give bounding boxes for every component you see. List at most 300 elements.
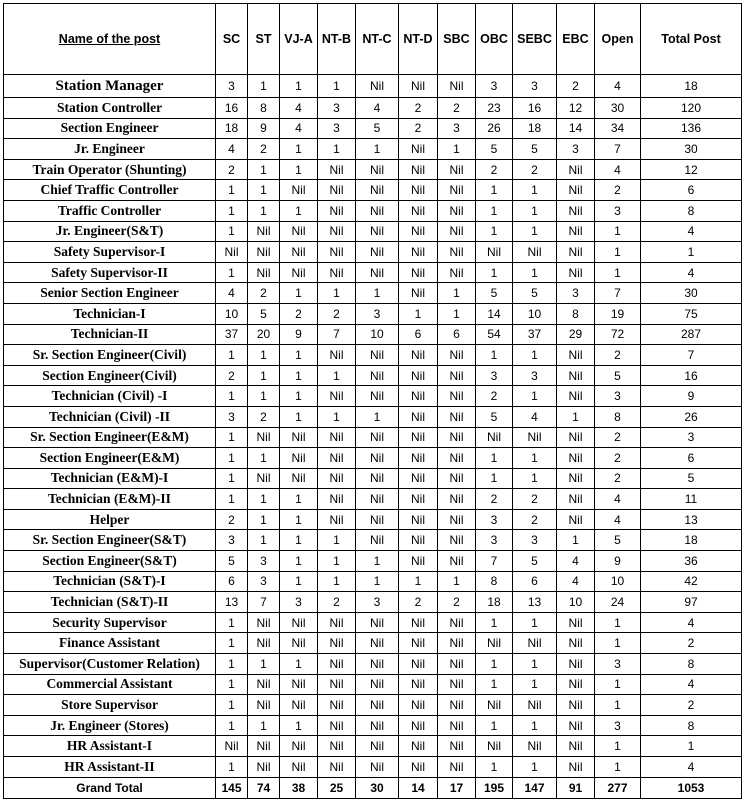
count-cell-nt-d: Nil	[399, 530, 438, 551]
count-cell-ebc: 1	[557, 530, 595, 551]
post-name-cell: Traffic Controller	[4, 200, 216, 221]
post-name-cell: Senior Section Engineer	[4, 283, 216, 304]
count-cell-open: 4	[595, 75, 641, 98]
count-cell-nt-c: Nil	[356, 365, 399, 386]
count-cell-nt-d: 6	[399, 324, 438, 345]
table-row	[4, 221, 742, 242]
count-cell-st: Nil	[248, 221, 280, 242]
count-cell-sc: 1	[216, 757, 248, 778]
count-cell-st: 8	[248, 98, 280, 119]
post-name-cell: Technician (S&T)-II	[4, 592, 216, 613]
count-cell-obc: 7	[476, 551, 513, 572]
count-cell-ebc: Nil	[557, 427, 595, 448]
count-cell-nt-b: 1	[318, 406, 356, 427]
count-cell-open: 4	[595, 509, 641, 530]
table-row	[4, 365, 742, 386]
count-cell-obc: 1	[476, 674, 513, 695]
count-cell-ebc: 10	[557, 592, 595, 613]
count-cell-nt-c: Nil	[356, 448, 399, 469]
count-cell-sc: 1	[216, 221, 248, 242]
count-cell-ebc: Nil	[557, 448, 595, 469]
header-open: Open	[595, 4, 641, 75]
count-cell-open: 3	[595, 715, 641, 736]
count-cell-nt-c: 1	[356, 406, 399, 427]
count-cell-nt-c: Nil	[356, 509, 399, 530]
count-cell-sbc: Nil	[438, 427, 476, 448]
count-cell-total-post: 26	[641, 406, 742, 427]
count-cell-sc: 1	[216, 427, 248, 448]
count-cell-ebc: 12	[557, 98, 595, 119]
count-cell-sc: 18	[216, 118, 248, 139]
count-cell-ebc: Nil	[557, 262, 595, 283]
count-cell-vj-a: 1	[280, 489, 318, 510]
count-cell-sbc: Nil	[438, 654, 476, 675]
posts-table	[3, 3, 742, 799]
count-cell-ebc: Nil	[557, 715, 595, 736]
count-cell-sc: 1	[216, 654, 248, 675]
table-row	[4, 427, 742, 448]
count-cell-vj-a: Nil	[280, 448, 318, 469]
count-cell-st: 20	[248, 324, 280, 345]
count-cell-sc: 1	[216, 489, 248, 510]
table-row	[4, 489, 742, 510]
count-cell-sbc: Nil	[438, 674, 476, 695]
count-cell-nt-b: Nil	[318, 468, 356, 489]
count-cell-obc: 2	[476, 489, 513, 510]
count-cell-sbc: 3	[438, 118, 476, 139]
count-cell-nt-d: Nil	[399, 406, 438, 427]
count-cell-sbc: Nil	[438, 386, 476, 407]
count-cell-ebc: Nil	[557, 365, 595, 386]
count-cell-total-post: 287	[641, 324, 742, 345]
post-name-cell: Safety Supervisor-I	[4, 242, 216, 263]
count-cell-total-post: 136	[641, 118, 742, 139]
count-cell-sebc: 16	[513, 98, 557, 119]
count-cell-sebc: 6	[513, 571, 557, 592]
header-st: ST	[248, 4, 280, 75]
count-cell-nt-d: Nil	[399, 242, 438, 263]
count-cell-nt-c: Nil	[356, 695, 399, 716]
post-name-cell: Sr. Section Engineer(E&M)	[4, 427, 216, 448]
count-cell-open: 10	[595, 571, 641, 592]
count-cell-sebc: 2	[513, 489, 557, 510]
count-cell-nt-c: Nil	[356, 489, 399, 510]
count-cell-total-post: 16	[641, 365, 742, 386]
post-name-cell: Section Engineer	[4, 118, 216, 139]
count-cell-nt-c: Nil	[356, 757, 399, 778]
count-cell-vj-a: 1	[280, 715, 318, 736]
post-name-cell: Jr. Engineer	[4, 139, 216, 160]
post-name-cell: Technician (E&M)-II	[4, 489, 216, 510]
post-name-cell: Technician (Civil) -II	[4, 406, 216, 427]
grand-total-st: 74	[248, 777, 280, 798]
header-nt-c: NT-C	[356, 4, 399, 75]
table-footer	[4, 777, 742, 798]
count-cell-nt-c: Nil	[356, 262, 399, 283]
count-cell-nt-c: Nil	[356, 715, 399, 736]
table-row	[4, 159, 742, 180]
count-cell-vj-a: 1	[280, 530, 318, 551]
count-cell-vj-a: 2	[280, 303, 318, 324]
grand-total-nt-c: 30	[356, 777, 399, 798]
count-cell-sc: Nil	[216, 242, 248, 263]
count-cell-nt-d: Nil	[399, 612, 438, 633]
count-cell-sbc: Nil	[438, 200, 476, 221]
count-cell-obc: 1	[476, 612, 513, 633]
table-row	[4, 118, 742, 139]
count-cell-total-post: 18	[641, 530, 742, 551]
count-cell-total-post: 1	[641, 736, 742, 757]
count-cell-st: 1	[248, 345, 280, 366]
count-cell-st: 1	[248, 530, 280, 551]
count-cell-open: 5	[595, 530, 641, 551]
count-cell-nt-b: Nil	[318, 386, 356, 407]
count-cell-open: 19	[595, 303, 641, 324]
count-cell-nt-b: Nil	[318, 180, 356, 201]
count-cell-obc: 18	[476, 592, 513, 613]
count-cell-total-post: 9	[641, 386, 742, 407]
count-cell-nt-b: 1	[318, 530, 356, 551]
count-cell-obc: Nil	[476, 695, 513, 716]
count-cell-ebc: 14	[557, 118, 595, 139]
count-cell-sebc: 4	[513, 406, 557, 427]
count-cell-sebc: 3	[513, 530, 557, 551]
count-cell-sc: 3	[216, 530, 248, 551]
count-cell-nt-d: Nil	[399, 159, 438, 180]
count-cell-total-post: 120	[641, 98, 742, 119]
count-cell-vj-a: 1	[280, 509, 318, 530]
count-cell-obc: 3	[476, 509, 513, 530]
count-cell-obc: Nil	[476, 242, 513, 263]
post-name-cell: Chief Traffic Controller	[4, 180, 216, 201]
count-cell-nt-c: 3	[356, 303, 399, 324]
count-cell-nt-c: Nil	[356, 633, 399, 654]
count-cell-open: 1	[595, 221, 641, 242]
count-cell-open: 4	[595, 159, 641, 180]
count-cell-obc: 1	[476, 221, 513, 242]
count-cell-st: 1	[248, 715, 280, 736]
count-cell-nt-d: Nil	[399, 509, 438, 530]
count-cell-nt-c: Nil	[356, 345, 399, 366]
header-sebc: SEBC	[513, 4, 557, 75]
count-cell-sc: 6	[216, 571, 248, 592]
count-cell-sbc: 2	[438, 98, 476, 119]
count-cell-ebc: Nil	[557, 695, 595, 716]
count-cell-nt-c: 1	[356, 571, 399, 592]
count-cell-total-post: 7	[641, 345, 742, 366]
count-cell-total-post: 6	[641, 180, 742, 201]
count-cell-nt-c: Nil	[356, 200, 399, 221]
count-cell-sbc: Nil	[438, 612, 476, 633]
count-cell-obc: 1	[476, 345, 513, 366]
count-cell-nt-d: Nil	[399, 365, 438, 386]
count-cell-sc: 4	[216, 139, 248, 160]
count-cell-ebc: Nil	[557, 757, 595, 778]
table-body	[4, 75, 742, 778]
count-cell-sebc: 1	[513, 345, 557, 366]
count-cell-open: 1	[595, 242, 641, 263]
table-row	[4, 180, 742, 201]
post-name-cell: Safety Supervisor-II	[4, 262, 216, 283]
count-cell-total-post: 8	[641, 200, 742, 221]
count-cell-sc: 37	[216, 324, 248, 345]
count-cell-nt-b: Nil	[318, 242, 356, 263]
count-cell-total-post: 36	[641, 551, 742, 572]
table-row	[4, 406, 742, 427]
count-cell-sc: 3	[216, 75, 248, 98]
count-cell-ebc: 8	[557, 303, 595, 324]
count-cell-open: 1	[595, 633, 641, 654]
count-cell-nt-c: 10	[356, 324, 399, 345]
count-cell-nt-d: Nil	[399, 427, 438, 448]
count-cell-ebc: Nil	[557, 180, 595, 201]
count-cell-sebc: 5	[513, 551, 557, 572]
count-cell-sbc: Nil	[438, 242, 476, 263]
count-cell-nt-d: Nil	[399, 200, 438, 221]
count-cell-ebc: Nil	[557, 221, 595, 242]
count-cell-vj-a: Nil	[280, 242, 318, 263]
count-cell-vj-a: 1	[280, 406, 318, 427]
count-cell-total-post: 6	[641, 448, 742, 469]
count-cell-open: 1	[595, 695, 641, 716]
post-name-cell: Section Engineer(Civil)	[4, 365, 216, 386]
count-cell-nt-d: Nil	[399, 736, 438, 757]
count-cell-total-post: 3	[641, 427, 742, 448]
count-cell-obc: 3	[476, 365, 513, 386]
count-cell-ebc: Nil	[557, 612, 595, 633]
count-cell-vj-a: Nil	[280, 736, 318, 757]
table-row	[4, 242, 742, 263]
count-cell-open: 1	[595, 757, 641, 778]
count-cell-sc: 1	[216, 448, 248, 469]
count-cell-obc: 1	[476, 262, 513, 283]
table-row	[4, 715, 742, 736]
grand-total-open: 277	[595, 777, 641, 798]
table-row	[4, 612, 742, 633]
table-row	[4, 448, 742, 469]
count-cell-nt-d: 2	[399, 98, 438, 119]
count-cell-ebc: Nil	[557, 736, 595, 757]
count-cell-vj-a: 9	[280, 324, 318, 345]
count-cell-open: 30	[595, 98, 641, 119]
count-cell-nt-d: Nil	[399, 262, 438, 283]
post-name-cell: Finance Assistant	[4, 633, 216, 654]
count-cell-open: 2	[595, 448, 641, 469]
count-cell-st: 2	[248, 283, 280, 304]
post-name-cell: Sr. Section Engineer(Civil)	[4, 345, 216, 366]
count-cell-sc: 1	[216, 468, 248, 489]
count-cell-nt-b: Nil	[318, 427, 356, 448]
count-cell-nt-c: Nil	[356, 530, 399, 551]
post-name-cell: HR Assistant-I	[4, 736, 216, 757]
count-cell-vj-a: 4	[280, 118, 318, 139]
count-cell-st: Nil	[248, 736, 280, 757]
count-cell-vj-a: Nil	[280, 468, 318, 489]
count-cell-obc: 1	[476, 180, 513, 201]
count-cell-nt-b: Nil	[318, 736, 356, 757]
count-cell-obc: 2	[476, 386, 513, 407]
header-vj-a: VJ-A	[280, 4, 318, 75]
count-cell-nt-d: Nil	[399, 448, 438, 469]
count-cell-nt-b: 1	[318, 365, 356, 386]
count-cell-nt-d: Nil	[399, 386, 438, 407]
table-row	[4, 262, 742, 283]
count-cell-sebc: 1	[513, 612, 557, 633]
count-cell-nt-d: Nil	[399, 551, 438, 572]
grand-total-nt-d: 14	[399, 777, 438, 798]
count-cell-nt-c: Nil	[356, 736, 399, 757]
count-cell-st: 2	[248, 406, 280, 427]
count-cell-open: 7	[595, 139, 641, 160]
count-cell-sbc: Nil	[438, 695, 476, 716]
count-cell-obc: 23	[476, 98, 513, 119]
count-cell-sbc: Nil	[438, 715, 476, 736]
post-name-cell: Station Controller	[4, 98, 216, 119]
count-cell-sbc: 6	[438, 324, 476, 345]
count-cell-nt-d: Nil	[399, 489, 438, 510]
count-cell-nt-b: 2	[318, 303, 356, 324]
grand-total-vj-a: 38	[280, 777, 318, 798]
grand-total-label: Grand Total	[4, 777, 216, 798]
count-cell-sbc: Nil	[438, 262, 476, 283]
count-cell-nt-c: Nil	[356, 221, 399, 242]
post-name-cell: HR Assistant-II	[4, 757, 216, 778]
count-cell-ebc: 1	[557, 406, 595, 427]
count-cell-st: 1	[248, 200, 280, 221]
count-cell-nt-c: Nil	[356, 242, 399, 263]
count-cell-obc: 5	[476, 139, 513, 160]
count-cell-nt-b: 3	[318, 118, 356, 139]
count-cell-nt-c: 4	[356, 98, 399, 119]
count-cell-open: 3	[595, 386, 641, 407]
grand-total-sc: 145	[216, 777, 248, 798]
count-cell-nt-d: Nil	[399, 180, 438, 201]
count-cell-sc: 2	[216, 159, 248, 180]
count-cell-nt-c: Nil	[356, 427, 399, 448]
count-cell-open: 2	[595, 345, 641, 366]
count-cell-st: Nil	[248, 757, 280, 778]
table-row	[4, 139, 742, 160]
count-cell-vj-a: 1	[280, 345, 318, 366]
count-cell-nt-c: 1	[356, 139, 399, 160]
count-cell-nt-d: 1	[399, 303, 438, 324]
count-cell-vj-a: 1	[280, 159, 318, 180]
count-cell-nt-d: Nil	[399, 468, 438, 489]
count-cell-nt-b: Nil	[318, 509, 356, 530]
count-cell-ebc: Nil	[557, 200, 595, 221]
count-cell-vj-a: 3	[280, 592, 318, 613]
count-cell-sc: 1	[216, 386, 248, 407]
count-cell-nt-c: Nil	[356, 468, 399, 489]
post-name-cell: Commercial Assistant	[4, 674, 216, 695]
count-cell-open: 1	[595, 262, 641, 283]
header-obc: OBC	[476, 4, 513, 75]
count-cell-ebc: Nil	[557, 509, 595, 530]
count-cell-nt-b: 1	[318, 551, 356, 572]
count-cell-total-post: 4	[641, 674, 742, 695]
count-cell-vj-a: 1	[280, 365, 318, 386]
count-cell-sc: 1	[216, 345, 248, 366]
post-name-cell: Technician (Civil) -I	[4, 386, 216, 407]
post-name-cell: Section Engineer(S&T)	[4, 551, 216, 572]
count-cell-sc: 1	[216, 612, 248, 633]
count-cell-sebc: 2	[513, 509, 557, 530]
table-row	[4, 654, 742, 675]
grand-total-total-post: 1053	[641, 777, 742, 798]
table-row	[4, 633, 742, 654]
count-cell-open: 2	[595, 427, 641, 448]
count-cell-ebc: 4	[557, 551, 595, 572]
count-cell-nt-b: Nil	[318, 221, 356, 242]
count-cell-sebc: Nil	[513, 695, 557, 716]
count-cell-st: 1	[248, 159, 280, 180]
count-cell-ebc: 4	[557, 571, 595, 592]
count-cell-total-post: 4	[641, 221, 742, 242]
count-cell-nt-b: Nil	[318, 159, 356, 180]
count-cell-obc: 2	[476, 159, 513, 180]
count-cell-obc: Nil	[476, 736, 513, 757]
count-cell-nt-b: Nil	[318, 345, 356, 366]
count-cell-sebc: Nil	[513, 633, 557, 654]
count-cell-sbc: Nil	[438, 468, 476, 489]
count-cell-sbc: Nil	[438, 406, 476, 427]
count-cell-obc: 3	[476, 530, 513, 551]
count-cell-obc: 54	[476, 324, 513, 345]
count-cell-sc: Nil	[216, 736, 248, 757]
table-row	[4, 757, 742, 778]
table-row	[4, 283, 742, 304]
count-cell-obc: 14	[476, 303, 513, 324]
count-cell-obc: 1	[476, 468, 513, 489]
count-cell-nt-c: 1	[356, 551, 399, 572]
count-cell-sbc: Nil	[438, 530, 476, 551]
count-cell-nt-d: Nil	[399, 75, 438, 98]
count-cell-nt-d: Nil	[399, 695, 438, 716]
count-cell-sebc: 37	[513, 324, 557, 345]
count-cell-total-post: 75	[641, 303, 742, 324]
count-cell-sebc: 1	[513, 200, 557, 221]
count-cell-ebc: 2	[557, 75, 595, 98]
post-name-cell: Jr. Engineer (Stores)	[4, 715, 216, 736]
count-cell-open: 34	[595, 118, 641, 139]
count-cell-nt-d: Nil	[399, 674, 438, 695]
count-cell-sc: 2	[216, 509, 248, 530]
count-cell-st: Nil	[248, 242, 280, 263]
count-cell-nt-d: Nil	[399, 654, 438, 675]
count-cell-sebc: Nil	[513, 242, 557, 263]
post-name-cell: Sr. Section Engineer(S&T)	[4, 530, 216, 551]
count-cell-total-post: 4	[641, 757, 742, 778]
header-sbc: SBC	[438, 4, 476, 75]
count-cell-open: 9	[595, 551, 641, 572]
count-cell-obc: 1	[476, 448, 513, 469]
count-cell-sbc: 2	[438, 592, 476, 613]
count-cell-total-post: 42	[641, 571, 742, 592]
post-name-cell: Helper	[4, 509, 216, 530]
table-row	[4, 200, 742, 221]
count-cell-ebc: Nil	[557, 489, 595, 510]
table-row	[4, 530, 742, 551]
count-cell-nt-c: Nil	[356, 654, 399, 675]
count-cell-vj-a: Nil	[280, 695, 318, 716]
count-cell-sc: 5	[216, 551, 248, 572]
count-cell-open: 24	[595, 592, 641, 613]
count-cell-sbc: 1	[438, 283, 476, 304]
count-cell-open: 1	[595, 736, 641, 757]
table-row	[4, 571, 742, 592]
count-cell-sbc: Nil	[438, 345, 476, 366]
table-row	[4, 98, 742, 119]
